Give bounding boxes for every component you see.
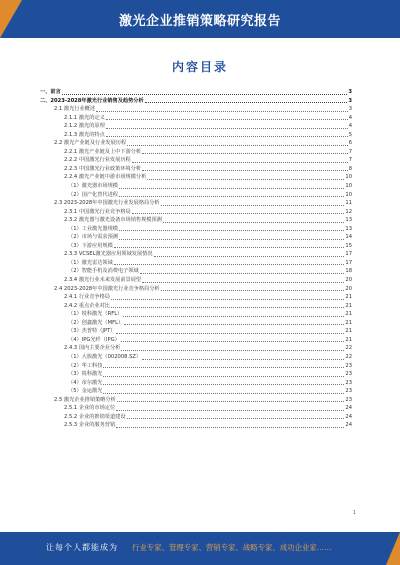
toc-entry-label: 2.1.3 激光的特点 — [64, 131, 105, 138]
toc-leader-dots — [142, 170, 348, 171]
toc-entry-label: （2）智能手机及消费电子领域 — [68, 268, 139, 275]
toc-entry-label: 2.2.3 中国激光行业政策环境分析 — [64, 165, 142, 172]
toc-entry-page: 11 — [345, 200, 352, 207]
toc-entry[interactable] — [40, 310, 352, 319]
toc-entry-label: 2.3.4 激光行业未来发展前景展望 — [64, 277, 142, 284]
footer-accent-corner — [386, 532, 400, 565]
toc-entry[interactable] — [40, 114, 352, 123]
toc-entry-label: 2.3.1 中国激光行业竞争格局 — [64, 208, 131, 215]
toc-leader-dots — [142, 282, 344, 283]
toc-leader-dots — [123, 316, 344, 317]
toc-entry-label: 2.3 2023-2028年中国激光行业发展格局分析 — [54, 200, 160, 207]
toc-entry[interactable] — [40, 199, 352, 208]
toc-entry-label: 2.4 2023-2028年中国激光行业竞争格局分析 — [54, 285, 160, 292]
toc-entry-page: 23 — [345, 362, 352, 369]
toc-entry-label: 2.4.2 重点企业对比 — [64, 302, 110, 309]
toc-entry[interactable] — [40, 379, 352, 388]
toc-entry[interactable] — [40, 396, 352, 405]
toc-entry[interactable] — [40, 353, 352, 362]
toc-leader-dots — [142, 359, 344, 360]
toc-entry[interactable] — [40, 276, 352, 285]
toc-leader-dots — [119, 230, 344, 231]
toc-entry[interactable] — [40, 88, 352, 97]
toc-entry-page: 20 — [345, 277, 352, 284]
toc-leader-dots — [96, 111, 348, 112]
toc-leader-dots — [106, 136, 348, 137]
toc-entry-page: 15 — [345, 242, 352, 249]
toc-leader-dots — [103, 393, 344, 394]
toc-entry[interactable] — [40, 404, 352, 413]
toc-entry-label: 2.5.1 企业的市场定位 — [64, 405, 116, 412]
toc-entry-label: （1）工业激光器规模 — [68, 225, 118, 232]
toc-leader-dots — [111, 299, 344, 300]
toc-entry-page: 24 — [345, 413, 352, 420]
toc-entry[interactable] — [40, 208, 352, 217]
toc-entry[interactable] — [40, 319, 352, 328]
toc-leader-dots — [62, 94, 348, 95]
toc-leader-dots — [103, 376, 344, 377]
toc-entry-page: 21 — [345, 294, 352, 301]
toc-entry-page: 8 — [348, 165, 352, 172]
toc-entry-label: （2）市场与需求预测 — [68, 234, 118, 241]
toc-entry[interactable] — [40, 302, 352, 311]
toc-entry[interactable] — [40, 191, 352, 200]
toc-entry-page: 7 — [348, 157, 352, 164]
toc-entry-page: 7 — [348, 148, 352, 155]
toc-leader-dots — [127, 145, 348, 146]
toc-entry-page: 23 — [345, 388, 352, 395]
toc-entry-label: （3）下游应用规模 — [68, 242, 113, 249]
toc-entry-label: （1）激光器市场规模 — [68, 183, 118, 190]
toc-leader-dots — [124, 324, 344, 325]
toc-entry-page: 3 — [348, 89, 352, 95]
toc-entry-label: （1）激光雷达领域 — [68, 259, 113, 266]
toc-leader-dots — [119, 239, 344, 240]
toc-entry-label: （5）金运激光 — [68, 388, 103, 395]
toc-entry[interactable] — [40, 387, 352, 396]
toc-leader-dots — [116, 427, 344, 428]
toc-entry-page: 21 — [345, 319, 352, 326]
toc-leader-dots — [111, 307, 344, 308]
toc-entry-label: 2.2.1 激光产业链及上中下游分析 — [64, 148, 142, 155]
toc-entry[interactable] — [40, 139, 352, 148]
report-header — [0, 0, 400, 38]
toc-leader-dots — [121, 341, 345, 342]
toc-leader-dots — [114, 247, 345, 248]
toc-entry-page: 17 — [345, 259, 352, 266]
toc-leader-dots — [116, 410, 344, 411]
toc-entry-label: 2.4.1 行业竞争格局 — [64, 294, 110, 301]
toc-entry[interactable] — [40, 267, 352, 276]
toc-entry-page: 21 — [345, 302, 352, 309]
toc-entry-page: 23 — [345, 396, 352, 403]
toc-leader-dots — [142, 153, 348, 154]
toc-entry[interactable] — [40, 327, 352, 336]
toc-entry[interactable] — [40, 336, 352, 345]
toc-entry-page: 21 — [345, 328, 352, 335]
toc-entry[interactable] — [40, 421, 352, 430]
toc-entry-page: 10 — [345, 191, 352, 198]
toc-leader-dots — [106, 119, 348, 120]
toc-entry-page: 18 — [345, 268, 352, 275]
toc-entry[interactable] — [40, 233, 352, 242]
toc-leader-dots — [103, 384, 344, 385]
toc-entry-label: （2）华工科技 — [68, 362, 103, 369]
page-number: 1 — [352, 510, 356, 516]
toc-entry-label: 2.5 激光企业推销策略分析 — [54, 396, 116, 403]
toc-entry-label: 2.2 激光产业链及行业发展历程 — [54, 140, 127, 147]
toc-entry-page: 24 — [345, 422, 352, 429]
toc-entry-page: 13 — [345, 217, 352, 224]
toc-entry-page: 3 — [348, 97, 352, 104]
toc-entry-page: 23 — [345, 379, 352, 386]
toc-entry-label: （3）杰普特（JPT） — [68, 328, 116, 335]
toc-entry[interactable] — [40, 97, 352, 106]
toc-entry-page: 21 — [345, 336, 352, 343]
toc-leader-dots — [114, 264, 345, 265]
toc-entry[interactable] — [40, 362, 352, 371]
toc-entry[interactable] — [40, 370, 352, 379]
toc-entry-label: 2.5.3 企业的服务营销 — [64, 422, 116, 429]
toc-leader-dots — [163, 222, 345, 223]
toc-leader-dots — [161, 290, 345, 291]
toc-entry[interactable] — [40, 148, 352, 157]
toc-entry[interactable] — [40, 122, 352, 131]
toc-entry[interactable] — [40, 250, 352, 259]
footer-tagline: 行业专家、管理专家、营销专家、战略专家、成功企业家…… — [132, 543, 332, 552]
toc-leader-dots — [147, 179, 344, 180]
toc-leader-dots — [140, 273, 345, 274]
toc-entry-label: （3）锐科激光 — [68, 371, 103, 378]
toc-leader-dots — [119, 196, 344, 197]
toc-leader-dots — [117, 401, 345, 402]
toc-entry-label: 一、前言 — [40, 89, 61, 95]
toc-leader-dots — [132, 213, 345, 214]
toc-entry-label: （4）帝尔激光 — [68, 379, 103, 386]
toc-leader-dots — [127, 418, 345, 419]
toc-entry[interactable] — [40, 156, 352, 165]
toc-entry[interactable] — [40, 105, 352, 114]
toc-entry-page: 22 — [345, 353, 352, 360]
toc-entry-label: 2.5.2 企业的推销渠道建设 — [64, 413, 126, 420]
toc-leader-dots — [116, 333, 344, 334]
toc-entry-label: 2.3.3 VCSEL激光器应用领域发展情况 — [64, 251, 153, 258]
toc-entry[interactable] — [40, 173, 352, 182]
toc-entry-page: 22 — [345, 345, 352, 352]
toc-entry[interactable] — [40, 242, 352, 251]
toc-entry-label: 2.1 激光行业概述 — [54, 106, 96, 113]
toc-entry-page: 21 — [345, 311, 352, 318]
toc-leader-dots — [119, 188, 344, 189]
table-of-contents — [40, 88, 352, 430]
toc-entry-label: （2）国产化替代进程 — [68, 191, 118, 198]
toc-leader-dots — [106, 128, 348, 129]
toc-entry-page: 10 — [345, 174, 352, 181]
toc-entry-page: 3 — [348, 106, 352, 113]
toc-entry-label: 2.3.2 激光器与激光设备市场销售规模预测 — [64, 217, 162, 224]
toc-entry[interactable] — [40, 293, 352, 302]
footer-slogan: 让每个人都能成为 — [46, 543, 118, 552]
report-title: 激光企业推销策略研究报告 — [118, 14, 281, 29]
toc-entry[interactable] — [40, 259, 352, 268]
toc-entry-page: 20 — [345, 285, 352, 292]
toc-entry[interactable] — [40, 285, 352, 294]
report-footer — [0, 532, 400, 565]
toc-entry-page: 5 — [348, 131, 352, 138]
toc-entry-page: 12 — [345, 208, 352, 215]
toc-entry-label: （1）大族激光（002008.SZ） — [68, 353, 142, 360]
toc-entry-page: 24 — [345, 405, 352, 412]
toc-entry-label: （4）IPG光纤（IPG） — [68, 336, 120, 343]
toc-entry-page: 17 — [345, 251, 352, 258]
toc-leader-dots — [132, 162, 348, 163]
toc-entry-label: 2.2.2 中国激光行业发展历程 — [64, 157, 131, 164]
toc-entry-label: 二、2023-2028年激光行业销售及趋势分析 — [40, 97, 144, 104]
toc-entry[interactable] — [40, 413, 352, 422]
toc-entry[interactable] — [40, 165, 352, 174]
toc-entry-label: （1）锐科激光（RFL） — [68, 311, 123, 318]
toc-leader-dots — [154, 256, 345, 257]
toc-entry-page: 6 — [348, 140, 352, 147]
toc-entry-page: 23 — [345, 371, 352, 378]
toc-leader-dots — [161, 205, 345, 206]
toc-entry-label: 2.2.4 激光产业链中游市场规模分析 — [64, 174, 147, 181]
toc-leader-dots — [121, 350, 344, 351]
toc-heading: 内容目录 — [171, 60, 228, 74]
toc-entry-page: 14 — [345, 234, 352, 241]
toc-entry[interactable] — [40, 225, 352, 234]
toc-entry-label: 2.1.2 激光的原理 — [64, 123, 105, 130]
toc-entry-page: 4 — [348, 123, 352, 130]
toc-entry-page: 4 — [348, 114, 352, 121]
toc-entry[interactable] — [40, 344, 352, 353]
toc-entry-label: （2）创鑫激光（MFL） — [68, 319, 124, 326]
toc-leader-dots — [103, 367, 344, 368]
toc-entry-label: 2.1.1 激光的定义 — [64, 114, 105, 121]
toc-entry[interactable] — [40, 182, 352, 191]
toc-leader-dots — [145, 102, 348, 103]
toc-entry[interactable] — [40, 216, 352, 225]
toc-entry-label: 2.4.3 国内主要企业分析 — [64, 345, 121, 352]
toc-entry[interactable] — [40, 131, 352, 140]
toc-entry-page: 13 — [345, 225, 352, 232]
toc-entry-page: 10 — [345, 183, 352, 190]
